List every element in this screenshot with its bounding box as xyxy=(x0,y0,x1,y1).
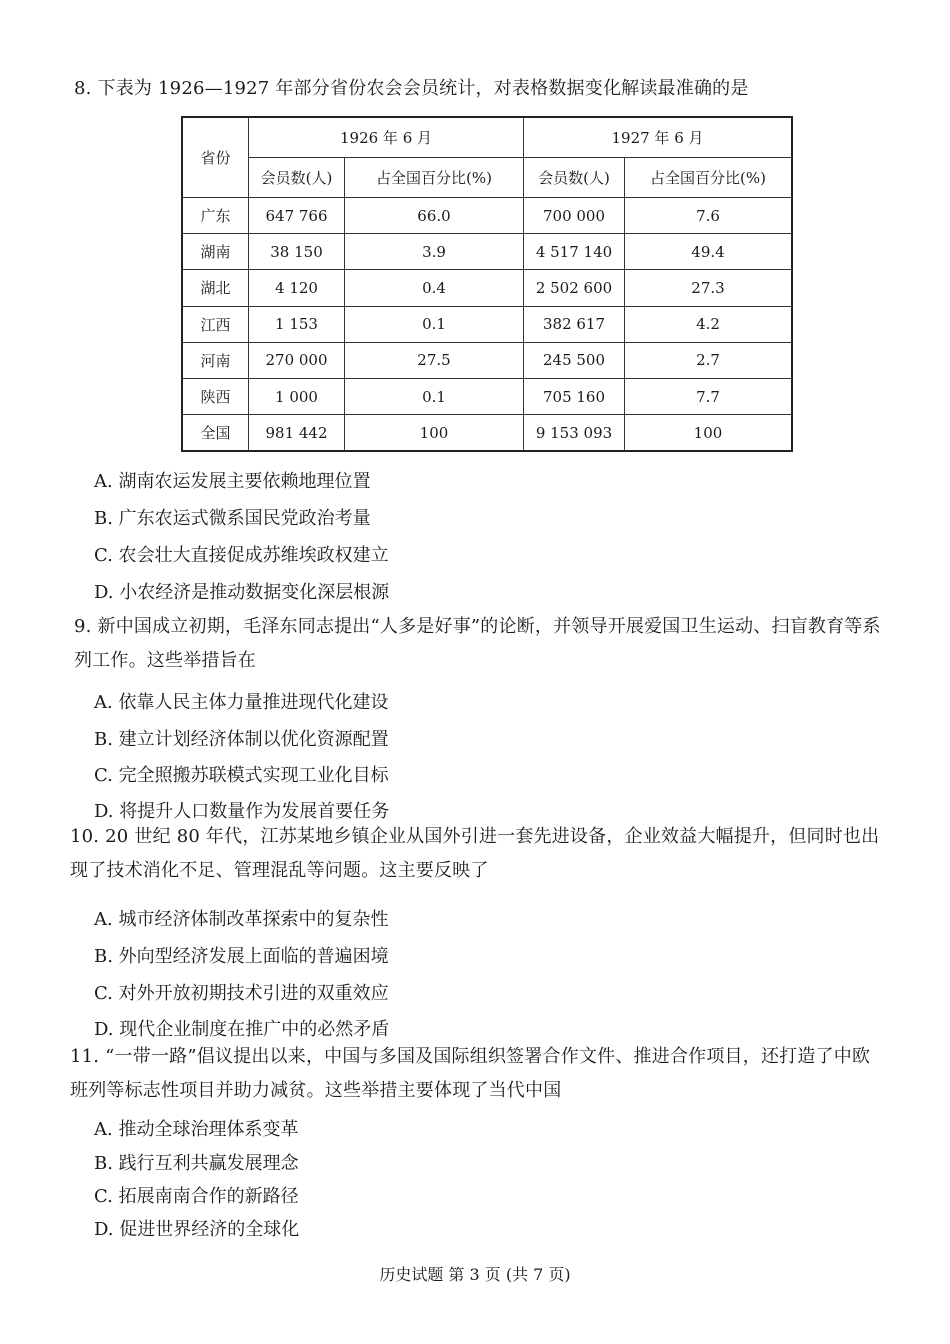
cell-members-1926: 38 150 xyxy=(249,234,345,270)
cell-members-1926: 647 766 xyxy=(249,197,345,233)
table-subheader-row xyxy=(182,157,792,197)
cell-members-1927: 705 160 xyxy=(524,378,625,414)
q9-stem: 9. 新中国成立初期，毛泽东同志提出“人多是好事”的论断，并领导开展爱国卫生运动、扫盲教育等系列工作。这些举措旨在 xyxy=(74,616,881,671)
q8-option-d[interactable]: D. 小农经济是推动数据变化深层根源 xyxy=(94,582,390,603)
q10-stem: 10. 20 世纪 80 年代，江苏某地乡镇企业从国外引进一套先进设备，企业效益大幅提升，但同时也出现了技术消化不足、管理混乱等问题。这主要反映了 xyxy=(70,826,880,881)
q10-option-d[interactable]: D. 现代企业制度在推广中的必然矛盾 xyxy=(94,1019,390,1040)
q9-option-a[interactable]: A. 依靠人民主体力量推进现代化建设 xyxy=(94,692,389,713)
q11-option-c[interactable]: C. 拓展南南合作的新路径 xyxy=(94,1186,299,1207)
cell-members-1927: 9 153 093 xyxy=(524,415,625,451)
q10-option-a[interactable]: A. 城市经济体制改革探索中的复杂性 xyxy=(94,909,389,930)
cell-percent-1926: 66.0 xyxy=(345,197,524,233)
col-percent-1927: 占全国百分比(%) xyxy=(625,157,793,197)
cell-percent-1927: 27.3 xyxy=(625,270,793,306)
q11-option-b[interactable]: B. 践行互利共赢发展理念 xyxy=(94,1153,299,1174)
page-footer: 历史试题 第 3 页 (共 7 页) xyxy=(379,1265,571,1284)
cell-percent-1927: 7.7 xyxy=(625,378,793,414)
q9-option-c[interactable]: C. 完全照搬苏联模式实现工业化目标 xyxy=(94,765,389,786)
cell-province: 全国 xyxy=(182,415,249,451)
q9-option-d[interactable]: D. 将提升人口数量作为发展首要任务 xyxy=(94,801,390,822)
province-header: 省份 xyxy=(182,117,249,197)
cell-percent-1926: 100 xyxy=(345,415,524,451)
cell-members-1927: 245 500 xyxy=(524,342,625,378)
cell-percent-1927: 4.2 xyxy=(625,306,793,342)
cell-members-1927: 2 502 600 xyxy=(524,270,625,306)
table-row xyxy=(182,415,792,451)
q8-stem: 8. 下表为 1926—1927 年部分省份农会会员统计，对表格数据变化解读最准确的是 xyxy=(74,78,749,99)
table-row xyxy=(182,234,792,270)
cell-members-1926: 270 000 xyxy=(249,342,345,378)
cell-members-1927: 4 517 140 xyxy=(524,234,625,270)
cell-province: 广东 xyxy=(182,197,249,233)
cell-percent-1926: 3.9 xyxy=(345,234,524,270)
cell-members-1926: 1 000 xyxy=(249,378,345,414)
table-row xyxy=(182,378,792,414)
cell-members-1926: 1 153 xyxy=(249,306,345,342)
q9-option-b[interactable]: B. 建立计划经济体制以优化资源配置 xyxy=(94,729,389,750)
table-row xyxy=(182,197,792,233)
cell-percent-1926: 0.1 xyxy=(345,378,524,414)
cell-percent-1927: 7.6 xyxy=(625,197,793,233)
cell-members-1927: 700 000 xyxy=(524,197,625,233)
cell-percent-1926: 0.1 xyxy=(345,306,524,342)
q8-membership-table xyxy=(181,116,793,452)
cell-members-1927: 382 617 xyxy=(524,306,625,342)
q8-option-b[interactable]: B. 广东农运式微系国民党政治考量 xyxy=(94,508,371,529)
q8-option-a[interactable]: A. 湖南农运发展主要依赖地理位置 xyxy=(94,471,371,492)
cell-percent-1926: 27.5 xyxy=(345,342,524,378)
col-members-1926: 会员数(人) xyxy=(249,157,345,197)
cell-percent-1927: 2.7 xyxy=(625,342,793,378)
q10-option-c[interactable]: C. 对外开放初期技术引进的双重效应 xyxy=(94,983,389,1004)
table-row xyxy=(182,270,792,306)
year2-header: 1927 年 6 月 xyxy=(524,117,793,157)
year1-header: 1926 年 6 月 xyxy=(249,117,524,157)
cell-province: 湖南 xyxy=(182,234,249,270)
table-header-row xyxy=(182,117,792,157)
q11-option-d[interactable]: D. 促进世界经济的全球化 xyxy=(94,1219,300,1240)
cell-percent-1927: 49.4 xyxy=(625,234,793,270)
table-row xyxy=(182,342,792,378)
cell-percent-1926: 0.4 xyxy=(345,270,524,306)
q11-stem: 11. “一带一路”倡议提出以来，中国与多国及国际组织签署合作文件、推进合作项目，还打造了中欧班列等标志性项目并助力减贫。这些举措主要体现了当代中国 xyxy=(70,1046,871,1101)
q11-option-a[interactable]: A. 推动全球治理体系变革 xyxy=(94,1119,299,1140)
cell-percent-1927: 100 xyxy=(625,415,793,451)
cell-province: 陕西 xyxy=(182,378,249,414)
table-row xyxy=(182,306,792,342)
cell-province: 湖北 xyxy=(182,270,249,306)
q10-option-b[interactable]: B. 外向型经济发展上面临的普遍困境 xyxy=(94,946,389,967)
cell-members-1926: 981 442 xyxy=(249,415,345,451)
col-members-1927: 会员数(人) xyxy=(524,157,625,197)
cell-province: 河南 xyxy=(182,342,249,378)
cell-members-1926: 4 120 xyxy=(249,270,345,306)
cell-province: 江西 xyxy=(182,306,249,342)
col-percent-1926: 占全国百分比(%) xyxy=(345,157,524,197)
q8-option-c[interactable]: C. 农会壮大直接促成苏维埃政权建立 xyxy=(94,545,389,566)
